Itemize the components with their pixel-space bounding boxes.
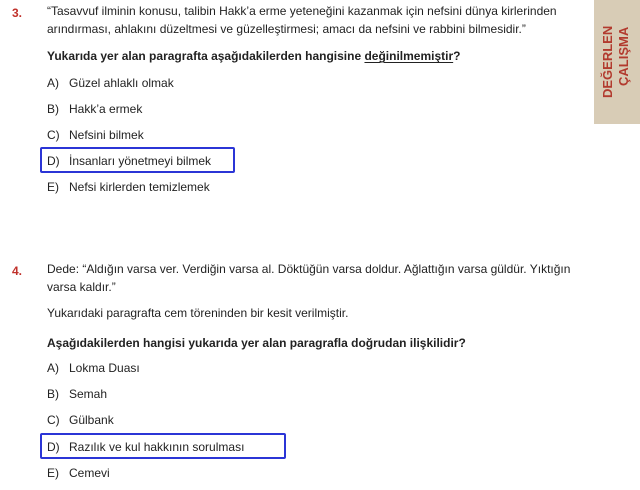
answer-highlight-box-q3 <box>40 147 235 173</box>
option-text: Nefsini bilmek <box>69 128 144 142</box>
question-4-text-line-1: Dede: “Aldığın varsa ver. Verdiğin varsa al. Döktüğün varsa doldur. Ağlattığın varsa güldür. Yıktığın <box>47 262 571 276</box>
question-4-option-b[interactable] <box>47 387 107 401</box>
option-letter: C) <box>47 128 60 142</box>
question-3-option-e[interactable] <box>47 180 210 194</box>
option-letter: E) <box>47 466 59 480</box>
question-4-context: Yukarıdaki paragrafta cem töreninden bir kesit verilmiştir. <box>47 306 349 320</box>
question-3-text-line-2: arındırması, ahlakını düzeltmesi ve güzelleştirmesi; amacı da nefsini ve rabbini bilmesidir.” <box>47 22 526 36</box>
option-letter: D) <box>47 154 60 168</box>
option-text: İnsanları yönetmeyi bilmek <box>69 154 212 168</box>
option-text: Güzel ahlaklı olmak <box>69 76 174 90</box>
option-text: Nefsi kirlerden temizlemek <box>69 180 210 194</box>
question-3-prompt-prefix: Yukarıda yer alan paragrafta aşağıdakilerden hangisine <box>47 49 365 63</box>
side-tab-label-1: DEĞERLEN <box>600 25 615 98</box>
answer-highlight-box-q4 <box>40 433 286 459</box>
option-text: Lokma Duası <box>69 361 140 375</box>
option-letter: A) <box>47 76 59 90</box>
option-text: Gülbank <box>69 413 114 427</box>
question-4-number: 4. <box>12 264 23 278</box>
question-4-option-c[interactable] <box>47 413 114 427</box>
question-4-text-line-2: varsa kaldır.” <box>47 280 116 294</box>
option-letter: B) <box>47 102 59 116</box>
question-4-prompt: Aşağıdakilerden hangisi yukarıda yer alan paragrafla doğrudan ilişkilidir? <box>47 336 466 350</box>
question-3-option-b[interactable] <box>47 102 142 116</box>
option-letter: B) <box>47 387 59 401</box>
question-3-prompt-emphasis: değinilmemiştir <box>364 49 454 63</box>
question-4-option-a[interactable] <box>47 361 140 375</box>
option-letter: A) <box>47 361 59 375</box>
option-text: Cemevi <box>69 466 110 480</box>
question-3-option-c[interactable] <box>47 128 144 142</box>
question-3-option-a[interactable] <box>47 76 174 90</box>
question-3-prompt-suffix: ? <box>453 49 461 63</box>
option-text: Hakk’a ermek <box>69 102 143 116</box>
section-side-tab <box>594 0 640 124</box>
option-text: Razılık ve kul hakkının sorulması <box>69 440 245 454</box>
question-3-text-line-1: “Tasavvuf ilminin konusu, talibin Hakk’a erme yeteneğini kazanmak için nefsini dünya kirlerinden <box>47 4 557 18</box>
option-text: Semah <box>69 387 108 401</box>
side-tab-label-2: ÇALIŞMA <box>616 26 631 86</box>
question-3-number: 3. <box>12 6 23 20</box>
option-letter: D) <box>47 440 60 454</box>
option-letter: C) <box>47 413 60 427</box>
option-letter: E) <box>47 180 59 194</box>
question-3-prompt <box>47 47 461 65</box>
question-4-option-e[interactable] <box>47 466 110 480</box>
